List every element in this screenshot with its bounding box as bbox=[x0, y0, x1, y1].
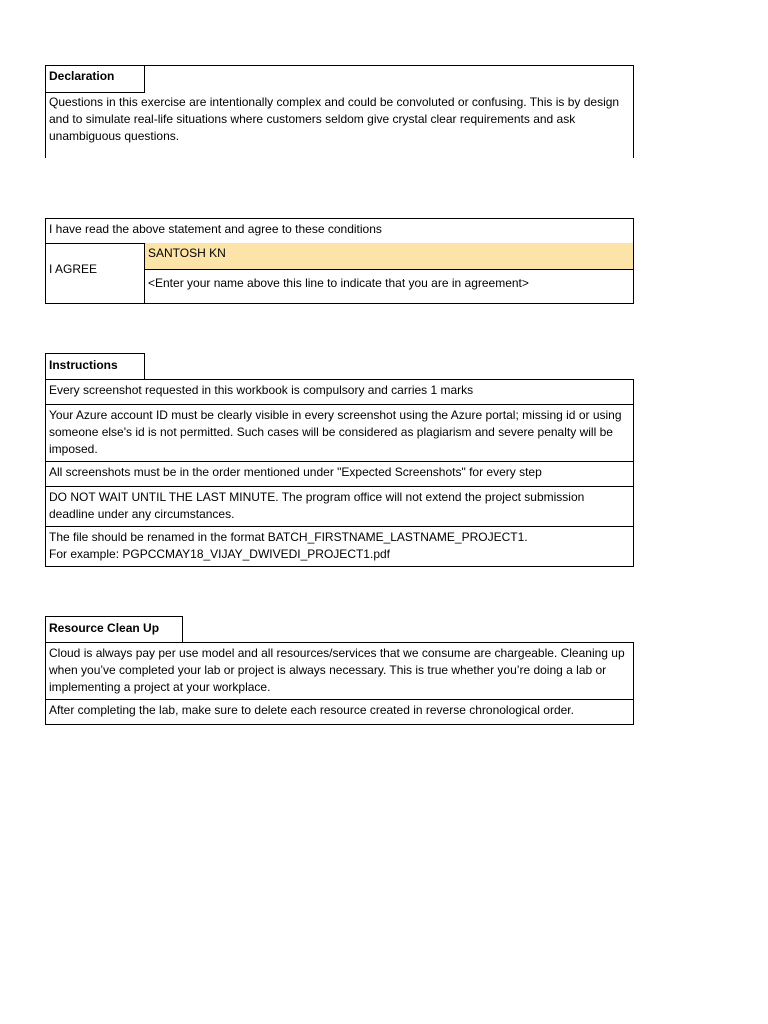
agree-label: I AGREE bbox=[45, 243, 145, 304]
agree-name-hint: <Enter your name above this line to indicate that you are in agreement> bbox=[144, 269, 634, 304]
declaration-text: Questions in this exercise are intentionally complex and could be convoluted or confusing. This is by design and to simulate real-life situations where customers seldom give crystal clear requirements and ask unambiguous questions. bbox=[45, 92, 634, 158]
cleanup-header: Resource Clean Up bbox=[45, 616, 183, 643]
instruction-item: Every screenshot requested in this workbook is compulsory and carries 1 marks bbox=[45, 379, 634, 405]
declaration-header-blank bbox=[144, 65, 634, 93]
instruction-item: DO NOT WAIT UNTIL THE LAST MINUTE. The program office will not extend the project submission deadline under any circumstances. bbox=[45, 486, 634, 527]
instruction-item: The file should be renamed in the format BATCH_FIRSTNAME_LASTNAME_PROJECT1. For example: PGPCCMAY18_VIJAY_DWIVEDI_PROJECT1.pdf bbox=[45, 526, 634, 567]
instruction-item: Your Azure account ID must be clearly visible in every screenshot using the Azure portal; missing id or using someone else's id is not permitted. Such cases will be considered as plagiarism and severe penalty will be imposed. bbox=[45, 404, 634, 462]
instruction-item: All screenshots must be in the order mentioned under "Expected Screenshots" for every step bbox=[45, 461, 634, 487]
instructions-header: Instructions bbox=[45, 353, 145, 380]
declaration-header: Declaration bbox=[45, 65, 145, 93]
agree-name-field[interactable]: SANTOSH KN bbox=[144, 243, 634, 270]
cleanup-item: After completing the lab, make sure to delete each resource created in reverse chronological order. bbox=[45, 699, 634, 725]
cleanup-item: Cloud is always pay per use model and all resources/services that we consume are chargeable. Cleaning up when you’ve completed your lab or project is always necessary. This is true whether you’re doing a lab or implementing a project at your workplace. bbox=[45, 642, 634, 700]
agreement-statement: I have read the above statement and agree to these conditions bbox=[45, 218, 634, 244]
